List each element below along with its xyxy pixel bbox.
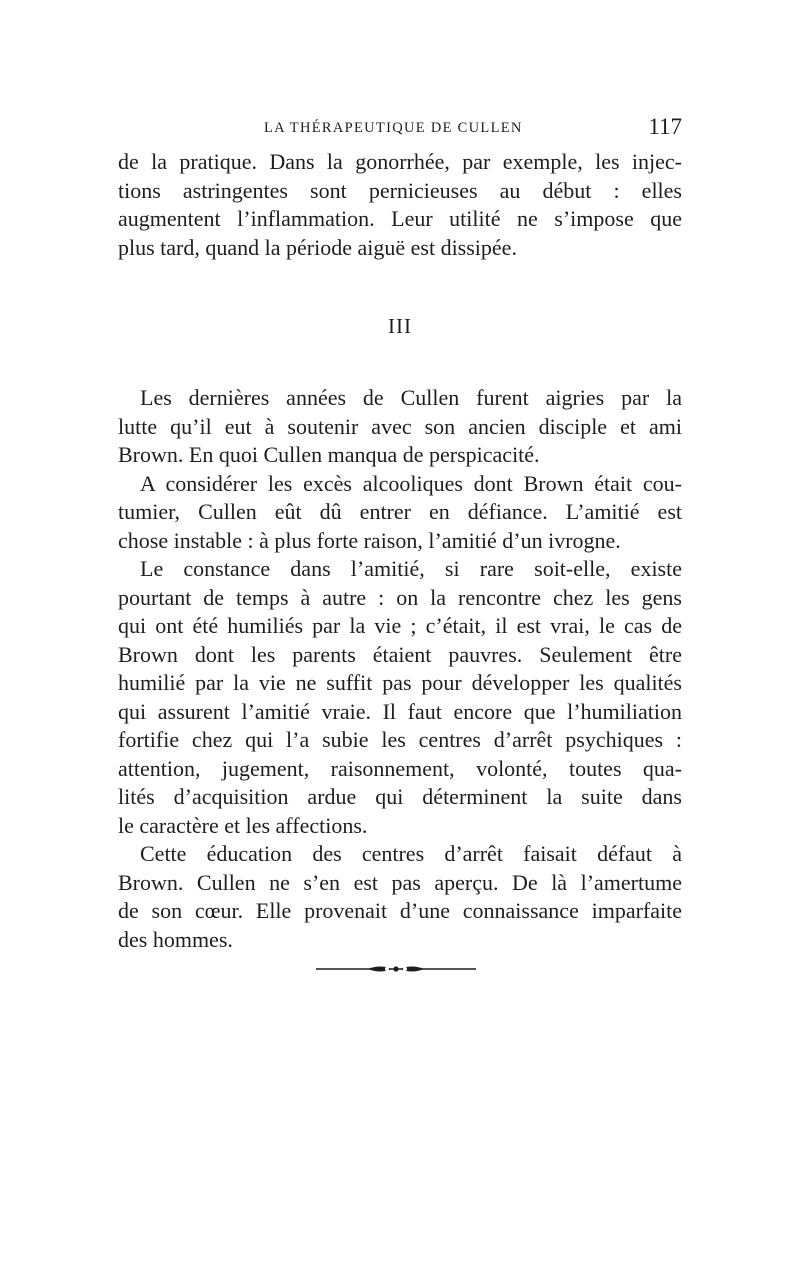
text-line: plus tard, quand la période aiguë est dissipée.	[118, 234, 517, 260]
text-line: Brown dont les parents étaient pauvres. Seulement être	[118, 641, 682, 667]
paragraph	[118, 840, 682, 954]
running-head	[118, 116, 684, 146]
text-line: A considérer les excès alcooliques dont Brown était cou-	[140, 470, 682, 496]
paragraph	[118, 555, 682, 840]
text-line: des hommes.	[118, 926, 233, 952]
paragraph	[118, 384, 682, 470]
page-number: 117	[648, 114, 682, 139]
text-line: de la pratique. Dans la gonorrhée, par exemple, les injec-	[118, 149, 682, 174]
text-line: lités d’acquisition ardue qui déterminent la suite dans	[118, 784, 682, 809]
text-line: fortifie chez qui l’a subie les centres d’arrêt psychiques :	[118, 727, 682, 752]
text-line: le caractère et les affections.	[118, 812, 368, 838]
text-line: qui ont été humiliés par la vie ; c’était, il est vrai, le cas de	[118, 613, 682, 638]
text-line: pourtant de temps à autre : on la rencontre chez les gens	[118, 584, 682, 610]
text-line: Cette éducation des centres d’arrêt faisait défaut à	[140, 841, 682, 866]
text-line: Les dernières années de Cullen furent aigries par la	[140, 385, 682, 410]
text-line: Brown. En quoi Cullen manqua de perspicacité.	[118, 442, 540, 467]
continuation-paragraph	[118, 148, 682, 262]
text-line: lutte qu’il eut à soutenir avec son ancien disciple et ami	[118, 413, 682, 439]
end-ornament	[316, 961, 476, 977]
text-line: Brown. Cullen ne s’en est pas aperçu. De là l’amertume	[118, 869, 682, 895]
text-line: tumier, Cullen eût dû entrer en défiance. L’amitié est	[118, 499, 682, 524]
section-number: III	[388, 314, 412, 338]
text-line: chose instable : à plus forte raison, l’amitié d’un ivrogne.	[118, 527, 621, 553]
text-line: qui assurent l’amitié vraie. Il faut encore que l’humiliation	[118, 698, 682, 724]
text-line: attention, jugement, raisonnement, volonté, toutes qua-	[118, 755, 682, 781]
text-line: Le constance dans l’amitié, si rare soit-elle, existe	[140, 556, 682, 581]
paragraph	[118, 470, 682, 556]
text-line: de son cœur. Elle provenait d’une connaissance imparfaite	[118, 898, 682, 923]
text-line: augmentent l’inflammation. Leur utilité ne s’impose que	[118, 206, 682, 231]
text-line: tions astringentes sont pernicieuses au début : elles	[118, 177, 682, 203]
section-body	[118, 384, 682, 954]
text-line: humilié par la vie ne suffit pas pour développer les qualités	[118, 670, 682, 695]
running-title: LA THÉRAPEUTIQUE DE CULLEN	[264, 120, 523, 136]
